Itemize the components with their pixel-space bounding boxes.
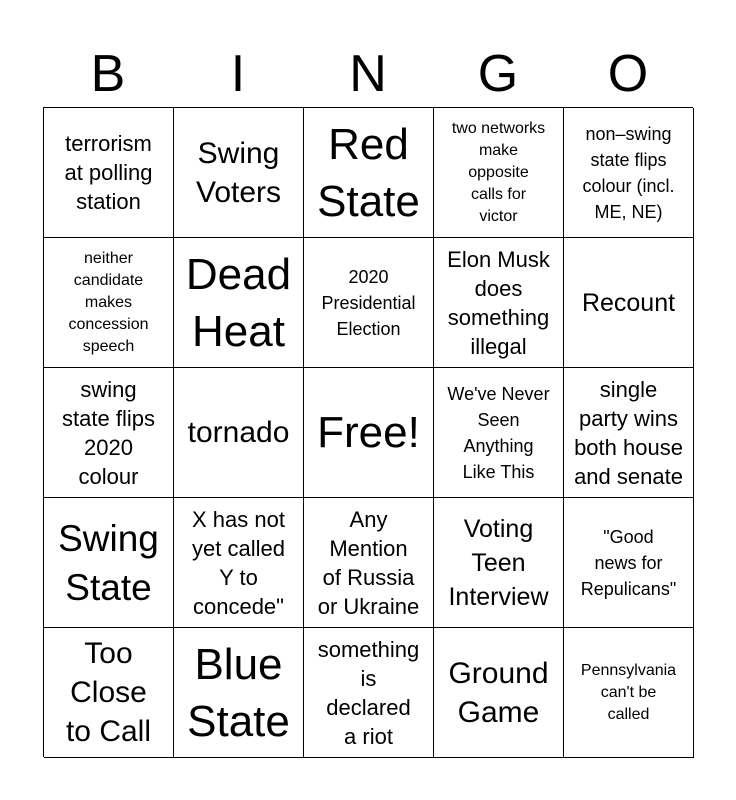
bingo-board (43, 107, 693, 757)
bingo-cell-r1-c1[interactable] (44, 108, 174, 238)
cell-text: X has not yet called Y to concede" (192, 506, 285, 619)
cell-text: Swing State (58, 517, 159, 608)
bingo-cell-r1-c2[interactable] (174, 108, 304, 238)
bingo-cell-r3-c1[interactable] (44, 368, 174, 498)
cell-text: something is declared a riot (317, 636, 420, 749)
bingo-cell-r3-c2[interactable] (174, 368, 304, 498)
bingo-cell-r4-c1[interactable] (44, 498, 174, 628)
cell-text: two networks make opposite calls for victor (451, 119, 546, 225)
cell-text: Too Close to Call (65, 637, 152, 748)
cell-text: 2020 Presidential Election (321, 266, 416, 339)
cell-text: tornado (187, 416, 290, 449)
header-letter-g: G (477, 45, 519, 103)
bingo-cell-r4-c4[interactable] (434, 498, 564, 628)
cell-text: Any Mention of Russia or Ukraine (317, 506, 420, 619)
header-letter-o: O (607, 45, 649, 103)
bingo-cell-r5-c5[interactable] (564, 628, 694, 758)
cell-text: Dead Heat (185, 249, 292, 356)
bingo-cell-r4-c5[interactable] (564, 498, 694, 628)
cell-text: single party wins both house and senate (574, 376, 683, 489)
bingo-cell-r5-c3[interactable] (304, 628, 434, 758)
cell-text: Blue State (187, 639, 290, 746)
cell-text: non–swing state flips colour (incl. ME, NE) (582, 123, 675, 222)
cell-text: Ground Game (448, 656, 549, 729)
cell-text: "Good news for Repulicans" (580, 526, 677, 599)
bingo-cell-r2-c4[interactable] (434, 238, 564, 368)
bingo-cell-r2-c3[interactable] (304, 238, 434, 368)
header-letter-i: I (230, 45, 246, 103)
bingo-cell-r5-c4[interactable] (434, 628, 564, 758)
cell-text: Recount (581, 288, 676, 317)
bingo-header (43, 40, 693, 108)
cell-text: terrorism at polling station (64, 131, 153, 214)
cell-text: Voting Teen Interview (448, 514, 549, 611)
bingo-cell-r2-c1[interactable] (44, 238, 174, 368)
bingo-cell-r5-c1[interactable] (44, 628, 174, 758)
cell-text: Red State (317, 119, 420, 226)
cell-text: Swing Voters (195, 136, 282, 209)
bingo-cell-r2-c2[interactable] (174, 238, 304, 368)
bingo-cell-r1-c5[interactable] (564, 108, 694, 238)
cell-text: We've Never Seen Anything Like This (447, 383, 550, 482)
cell-text: Pennsylvania can't be called (580, 661, 677, 723)
header-letter-n: N (349, 45, 387, 103)
cell-text: swing state flips 2020 colour (62, 376, 155, 489)
cell-text: Elon Musk does something illegal (447, 246, 550, 359)
bingo-cell-r1-c3[interactable] (304, 108, 434, 238)
bingo-cell-r3-c3[interactable] (304, 368, 434, 498)
free-space: Free! (317, 408, 420, 457)
bingo-cell-r3-c4[interactable] (434, 368, 564, 498)
header-letter-b: B (90, 45, 126, 103)
bingo-cell-r1-c4[interactable] (434, 108, 564, 238)
cell-text: neither candidate makes concession speech (68, 249, 149, 355)
bingo-cell-r5-c2[interactable] (174, 628, 304, 758)
bingo-cell-r4-c3[interactable] (304, 498, 434, 628)
bingo-cell-r3-c5[interactable] (564, 368, 694, 498)
bingo-cell-r2-c5[interactable] (564, 238, 694, 368)
bingo-cell-r4-c2[interactable] (174, 498, 304, 628)
